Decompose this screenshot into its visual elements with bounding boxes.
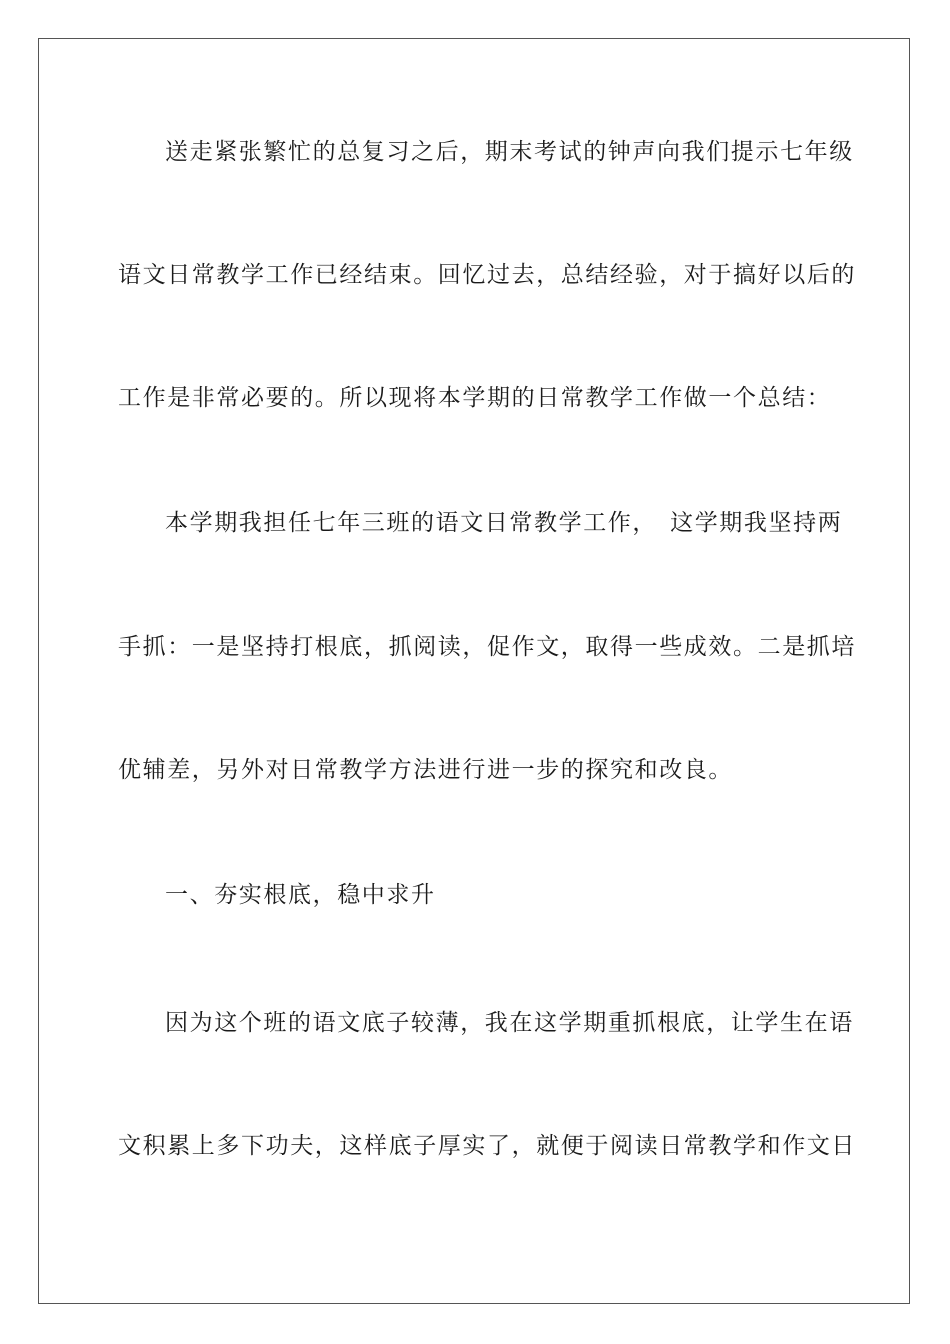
paragraph-3-line-1: 因为这个班的语文底子较薄，我在这学期重抓根底，让学生在语	[165, 1010, 854, 1036]
paragraph-2-line-2: 手抓：一是坚持打根底，抓阅读，促作文，取得一些成效。二是抓培	[118, 634, 856, 660]
paragraph-3-line-2: 文积累上多下功夫，这样底子厚实了，就便于阅读日常教学和作文日	[118, 1133, 856, 1159]
page-border	[38, 38, 910, 1304]
paragraph-1-line-1: 送走紧张繁忙的总复习之后，期末考试的钟声向我们提示七年级	[165, 139, 854, 165]
paragraph-2-line-3: 优辅差，另外对日常教学方法进行进一步的探究和改良。	[118, 757, 733, 783]
paragraph-1-line-2: 语文日常教学工作已经结束。回忆过去，总结经验，对于搞好以后的	[118, 262, 856, 288]
section-heading: 一、夯实根底，稳中求升	[165, 882, 436, 908]
paragraph-2-line-1: 本学期我担任七年三班的语文日常教学工作， 这学期我坚持两	[165, 510, 843, 536]
paragraph-1-line-3: 工作是非常必要的。所以现将本学期的日常教学工作做一个总结：	[118, 385, 832, 411]
